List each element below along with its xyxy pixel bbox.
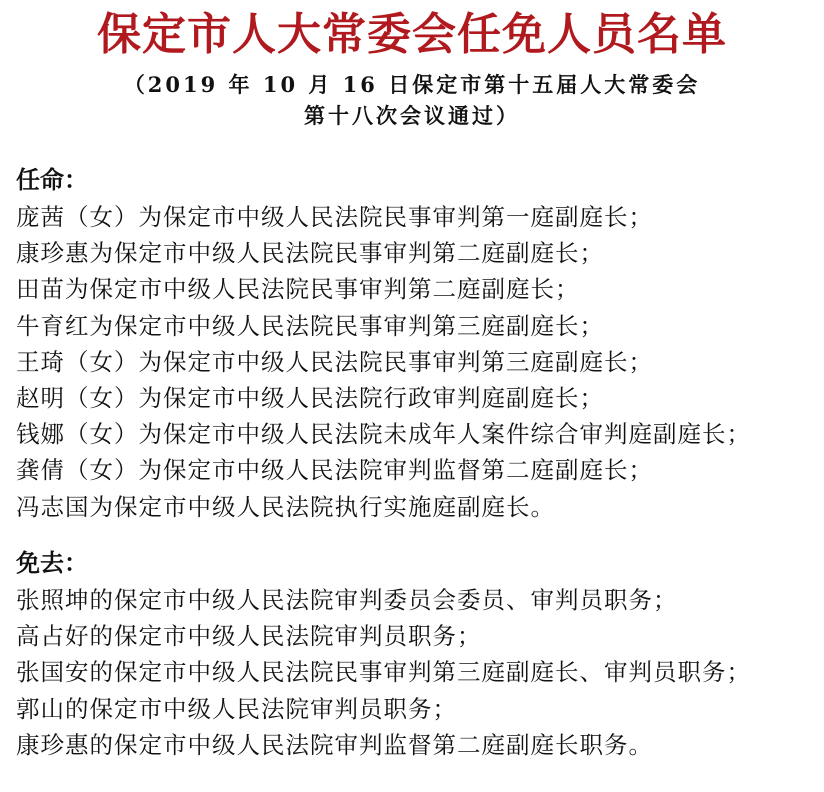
appoint-heading: 任命： [16,166,88,194]
remove-item: 康珍惠的保定市中级人民法院审判监督第二庭副庭长职务。 [16,730,653,759]
page-title: 保定市人大常委会任免人员名单 [97,9,727,60]
appoint-item: 冯志国为保定市中级人民法院执行实施庭副庭长。 [16,492,555,521]
appoint-item: 田苗为保定市中级人民法院民事审判第二庭副庭长； [16,275,580,304]
subtitle-line-1: （2019 年 10 月 16 日保定市第十五届人大常委会 [123,72,701,97]
subtitle-line-2: 第十八次会议通过） [304,103,520,128]
appoint-item: 钱娜（女）为保定市中级人民法院未成年人案件综合审判庭副庭长； [16,420,751,449]
appoint-item: 赵明（女）为保定市中级人民法院行政审判庭副庭长； [16,383,604,412]
appoint-item: 庞茜（女）为保定市中级人民法院民事审判第一庭副庭长； [16,203,653,231]
appoint-item: 康珍惠为保定市中级人民法院民事审判第二庭副庭长； [16,239,604,268]
remove-item: 郭山的保定市中级人民法院审判员职务； [16,694,457,723]
remove-heading: 免去： [16,549,88,577]
appoint-item: 龚倩（女）为保定市中级人民法院审判监督第二庭副庭长； [16,456,653,485]
remove-item: 张照坤的保定市中级人民法院审判委员会委员、审判员职务； [16,586,678,614]
appoint-item: 牛育红为保定市中级人民法院民事审判第三庭副庭长； [16,311,604,340]
appoint-item: 王琦（女）为保定市中级人民法院民事审判第三庭副庭长； [16,347,653,376]
appoint-list [16,199,751,525]
remove-item: 高占好的保定市中级人民法院审判员职务； [16,622,482,651]
remove-item: 张国安的保定市中级人民法院民事审判第三庭副庭长、审判员职务； [16,658,751,687]
remove-list [16,582,751,763]
